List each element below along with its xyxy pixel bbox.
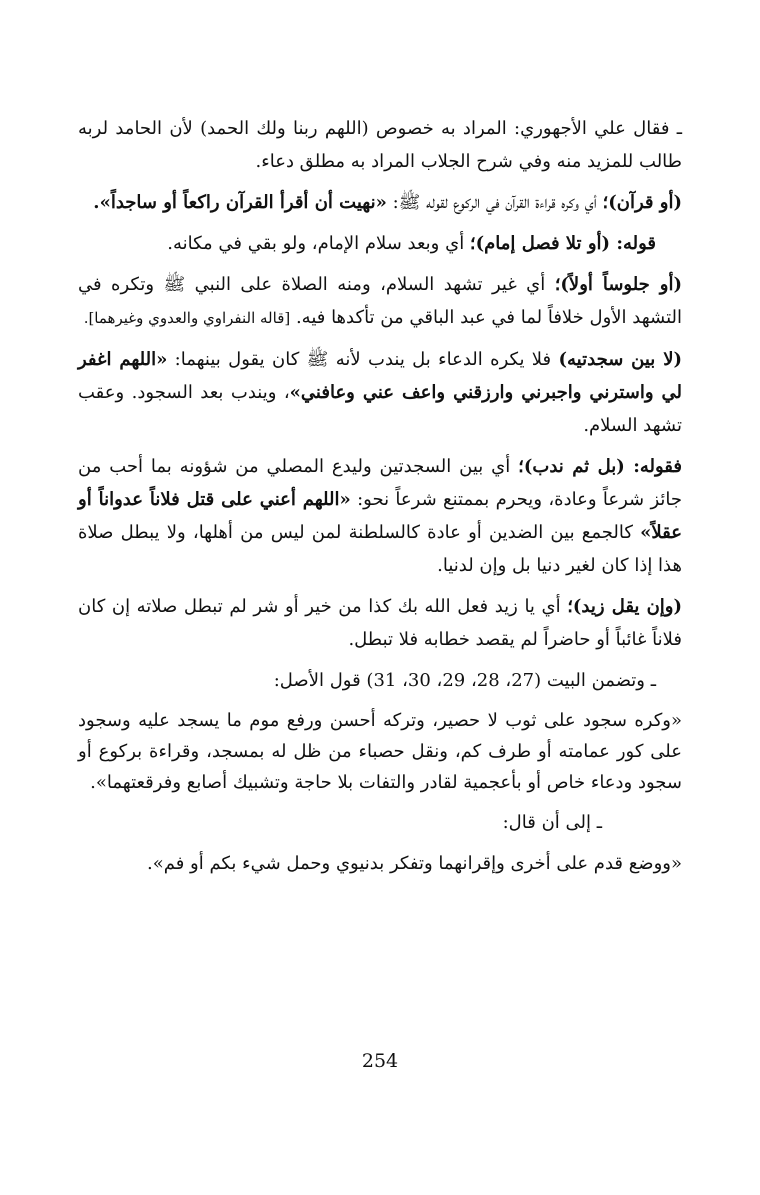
paragraph-text: فلا يكره الدعاء بل يندب لأنه ﷺ كان يقول بينهما: (167, 349, 559, 370)
paragraph-text: أي وكره قراءة القرآن في الركوع لقوله ﷺ: (386, 192, 603, 213)
paragraph-asl-quote (78, 705, 682, 798)
bold-term: (أو قرآن)؛ (602, 192, 682, 213)
paragraph-text: ـ فقال علي الأجهوري: المراد به خصوص (اللهم ربنا ولك الحمد) لأن الحامد لربه طالب للمزيد منه وفي شرح الجلاب المراد به مطلق دعاء. (78, 118, 682, 172)
paragraph-text: أي بين السجدتين وليدع المصلي من شؤونه بما أحب من جائز شرعاً وعادة، ويحرم بممتنع شرعاً نحو: (78, 456, 682, 510)
bold-term: (أو جلوساً أولاً)؛ (554, 274, 682, 295)
paragraph-quran (78, 186, 682, 219)
paragraph-bayt (78, 664, 682, 697)
paragraph-ajhouri (78, 112, 682, 178)
paragraph-imam (78, 227, 682, 260)
paragraph-text: كالجمع بين الضدين أو عادة كالسلطنة لمن ليس من أهلها، ولا يبطل صلاة هذا إذا كان لغير دنيا بل وإن لدنيا. (78, 522, 682, 576)
dua-quote: «اللهم اغفر لي واسترني واجبرني وارزقني واعف عني وعافني» (78, 349, 683, 403)
paragraph-text: أي يا زيد فعل الله بك كذا من خير أو شر لم تبطل صلاته إن كان فلاناً غائباً أو حاضراً لم يقصد خطابه فلا تبطل. (78, 596, 682, 650)
paragraph-text: «ووضع قدم على أخرى وإقرانهما وتفكر بدنيوي وحمل شيء بكم أو فم». (147, 853, 682, 874)
citation: [قاله النفراوي والعدوي وغيرهما]. (83, 309, 291, 327)
paragraph-julus (78, 268, 682, 335)
paragraph-text: «وكره سجود على ثوب لا حصير، وتركه أحسن ورفع موم ما يسجد عليه وسجود على كور عمامته أو طرف كم، ونقل حصباء من ظل له بمسجد، وقراءة بركوع أو سجود ودعاء خاص أو بأعجمية لقادر والتفات بلا حاجة وتشبيك أصابع وفرقعتهما». (78, 710, 682, 793)
page-body (78, 112, 682, 888)
bold-term: (أو تلا فصل إمام)؛ (469, 233, 611, 254)
paragraph-nadb (78, 450, 682, 582)
paragraph-text: أي وبعد سلام الإمام، ولو بقي في مكانه. (167, 233, 470, 254)
paragraph-text: ـ وتضمن البيت (27، 28، 29، 30، 31) قول الأصل: (273, 670, 656, 691)
paragraph-sajdatayn (78, 343, 682, 442)
paragraph-text: ـ إلى أن قال: (502, 812, 602, 833)
dua-quote: «اللهم أعني على قتل فلاناً عدواناً أو عقلاً» (78, 489, 682, 543)
paragraph-zayd (78, 590, 682, 656)
bold-term: (وإن يقل زيد)؛ (567, 596, 682, 617)
bold-term: (لا بين سجدتيه) (558, 349, 682, 370)
paragraph-text: أي غير تشهد السلام، ومنه الصلاة على النبي ﷺ وتكره في التشهد الأول خلافاً لما في عبد الباقي من تأكدها فيه. (78, 274, 682, 328)
lead-word: قوله: (610, 233, 656, 254)
paragraph-ila-an-qal (78, 806, 682, 839)
lead-word: فقوله: (624, 456, 682, 477)
paragraph-final-quote (78, 847, 682, 880)
hadith-quote: «نهيت أن أقرأ القرآن راكعاً أو ساجداً». (93, 192, 387, 213)
bold-term: (بل ثم ندب)؛ (518, 456, 625, 477)
page-number: 254 (361, 1050, 399, 1072)
paragraph-text: ، ويندب بعد السجود. وعقب تشهد السلام. (78, 382, 682, 436)
